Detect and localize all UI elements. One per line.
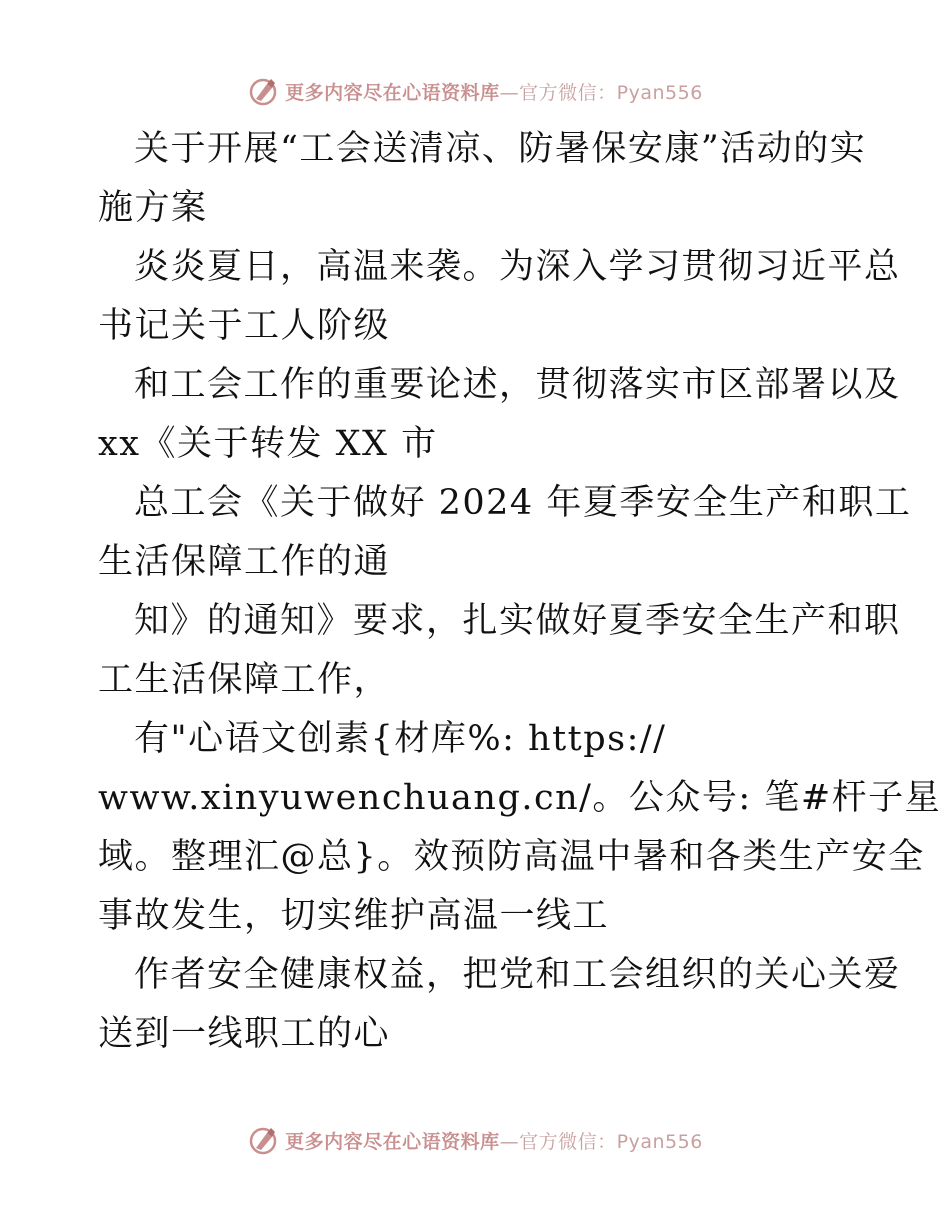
pen-nib-logo-icon (247, 75, 279, 107)
doc-paragraph-line: www.xinyuwenchuang.cn/。公众号: 笔#杆子星 (98, 778, 942, 818)
doc-paragraph-line: 和工会工作的重要论述，贯彻落实市区部署以及 (134, 365, 901, 405)
doc-paragraph-line: 生活保障工作的通 (98, 542, 391, 582)
footer-banner-tail: 官方微信：Pyan556 (519, 1130, 703, 1153)
header-banner-tail: 官方微信：Pyan556 (519, 81, 703, 104)
doc-paragraph-line: 总工会《关于做好 2024 年夏季安全生产和职工 (134, 483, 912, 523)
header-banner-separator: — (499, 81, 520, 104)
doc-paragraph-line: 有"心语文创素{材库%: https:// (134, 719, 667, 759)
doc-paragraph-line: xx《关于转发 XX 市 (98, 424, 438, 464)
document-body (98, 120, 942, 1064)
doc-title-line-1: 关于开展“工会送清凉、防暑保安康”活动的实 (134, 129, 867, 169)
doc-paragraph-line: 域。整理汇@总}。效预防高温中暑和各类生产安全 (98, 837, 925, 877)
header-banner-text (285, 78, 703, 105)
doc-paragraph-line: 书记关于工人阶级 (98, 306, 391, 346)
header-watermark-banner (0, 71, 950, 111)
doc-paragraph-line: 事故发生，切实维护高温一线工 (98, 896, 610, 936)
doc-title-line-2: 施方案 (98, 188, 208, 228)
pen-nib-logo-icon (247, 1124, 279, 1156)
doc-paragraph-line: 作者安全健康权益，把党和工会组织的关心关爱 (134, 955, 901, 995)
doc-paragraph-line: 送到一线职工的心 (98, 1014, 391, 1054)
doc-paragraph-line: 工生活保障工作， (98, 660, 391, 700)
footer-watermark-banner (0, 1120, 950, 1160)
footer-banner-text (285, 1127, 703, 1154)
doc-paragraph-line: 知》的通知》要求，扎实做好夏季安全生产和职 (134, 601, 901, 641)
footer-banner-separator: — (499, 1130, 520, 1153)
doc-paragraph-line: 炎炎夏日，高温来袭。为深入学习贯彻习近平总 (134, 247, 901, 287)
header-banner-main: 更多内容尽在心语资料库 (285, 81, 500, 104)
footer-banner-main: 更多内容尽在心语资料库 (285, 1130, 500, 1153)
